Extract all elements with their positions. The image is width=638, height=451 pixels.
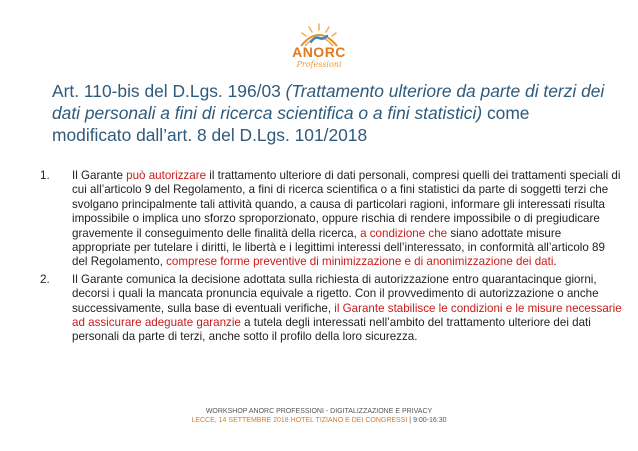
item-text-part: siano adottate misure appropriate per tutelare i diritti, le libertà e i legittimi interessi dell’interessato, in conformità all’articolo 89 del Regolamento,	[72, 226, 605, 269]
logo-subtitle: Professioni	[296, 60, 342, 69]
item-highlight: comprese forme preventive di minimizzazione e di anonimizzazione dei dati	[166, 255, 554, 269]
footer-time: 9:00-16:30	[413, 417, 447, 424]
item-text-part: .	[553, 255, 557, 269]
list-item	[40, 169, 622, 270]
item-number: 1.	[40, 169, 50, 182]
list-item	[40, 273, 622, 345]
item-text-part: Il Garante	[72, 169, 127, 182]
item-highlight: può autorizzare	[126, 169, 207, 182]
logo-name: ANORC	[292, 44, 346, 60]
title-prefix: Art. 110-bis del D.Lgs. 196/03	[52, 81, 286, 101]
footer-venue: LECCE, 14 SETTEMBRE 2018 HOTEL TIZIANO E DEI CONGRESSI	[191, 417, 408, 424]
title-suffix: come modificato dall’art. 8 del D.Lgs. 101/2018	[52, 103, 530, 145]
footer-separator: |	[407, 417, 414, 424]
item-text	[72, 273, 622, 345]
slide-footer	[0, 407, 638, 425]
anorc-logo	[271, 18, 367, 76]
item-number: 2.	[40, 272, 50, 286]
slide-title	[52, 80, 612, 146]
title-italic: (Trattamento ulteriore da parte di terzi dei dati personali a fini di ricerca scientifica o a fini statistici)	[52, 81, 605, 123]
item-text	[72, 169, 622, 270]
item-highlight: il Garante stabilisce le condizioni e le misure necessarie ad assicurare adeguate garanzie	[72, 301, 622, 330]
article-items	[40, 169, 622, 348]
footer-venue-line	[0, 416, 638, 425]
item-text-part: a tutela degli interessati nell’ambito del trattamento ulteriore dei dati personali da parte di terzi, anche sotto il profilo della loro sicurezza.	[72, 316, 591, 344]
item-text-part: Il Garante comunica la decisione adottata sulla richiesta di autorizzazione entro quarantacinque giorni, decorsi i quali la mancata pronuncia equivale a rigetto. Con il provvedimento di autorizzazione o anche successivamente, sulla base di eventuali verifiche,	[72, 272, 599, 315]
item-text-part: il trattamento ulteriore di dati personali, compresi quelli dei trattamenti speciali di cui all’articolo 9 del Regolamento, a fini di ricerca scientifica o a fini statistici da parte di soggetti terzi che svolgano principalmente tali attività quando, a causa di particolari ragioni, informare gli interessati risulta impossibile o implica uno sforzo sproporzionato, oppure rischia di rendere impossibile o di pregiudicare gravemente il conseguimento delle finalità della ricerca,	[72, 169, 621, 240]
footer-event: WORKSHOP ANORC PROFESSIONI - DIGITALIZZAZIONE E PRIVACY	[205, 408, 433, 415]
item-highlight: a condizione che	[360, 226, 448, 240]
